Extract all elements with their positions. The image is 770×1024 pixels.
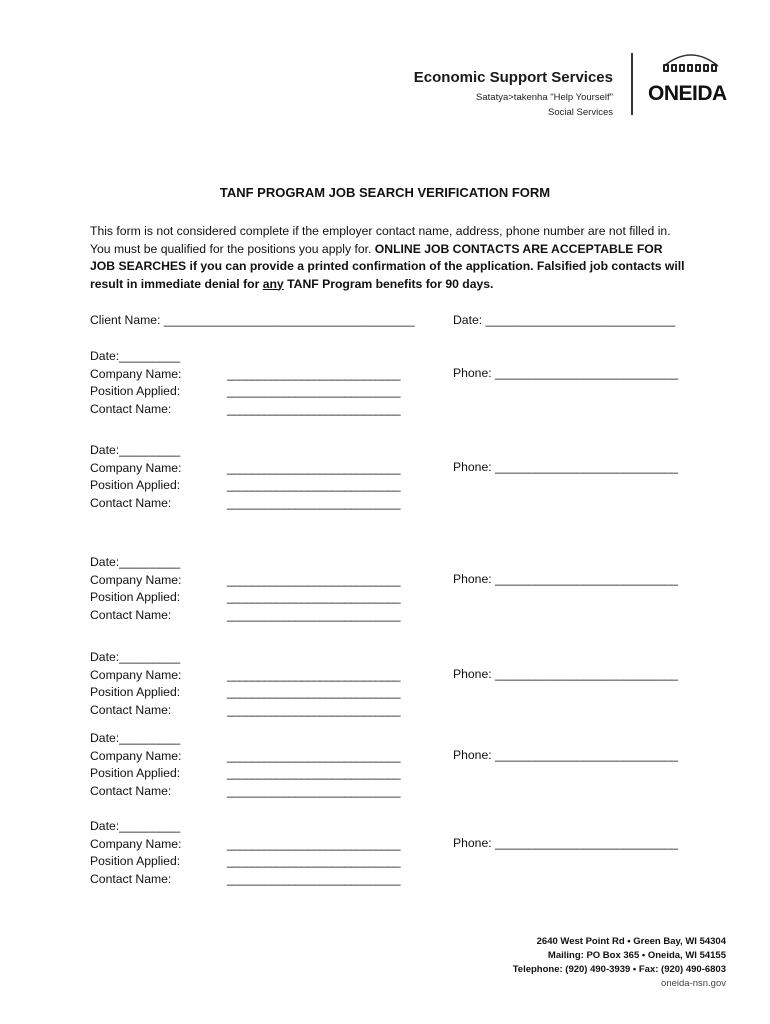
- entry-date-field[interactable]: Date:_________: [90, 650, 181, 664]
- contact-name-field[interactable]: ____________________________: [227, 871, 400, 886]
- company-name-field[interactable]: ____________________________: [227, 836, 400, 851]
- logo-wordmark: ONEIDA: [648, 82, 727, 105]
- phone-field[interactable]: Phone: ___________________________: [453, 459, 679, 474]
- form-instructions: [90, 223, 690, 293]
- tagline-suffix: "Help Yourself": [547, 92, 613, 103]
- company-name-field[interactable]: ____________________________: [227, 667, 400, 682]
- contact-name-field[interactable]: ____________________________: [227, 783, 400, 798]
- footer-address: 2640 West Point Rd • Green Bay, WI 54304: [536, 936, 726, 947]
- date-field[interactable]: Date: ____________________________: [453, 313, 676, 327]
- contact-name-field[interactable]: ____________________________: [227, 607, 400, 622]
- instructions-bold: ONLINE JOB CONTACTS ARE ACCEPTABLE FOR JOB SEARCHES if you can provide a printed confirmation of the application. Falsified job contacts will result in immediate denial for: [90, 241, 685, 291]
- phone-field[interactable]: Phone: ___________________________: [453, 666, 679, 681]
- instructions-bold-end: TANF Program benefits for 90 days.: [283, 276, 494, 291]
- company-name-label: Company Name:: [90, 748, 182, 763]
- footer-mailing: Mailing: PO Box 365 • Oneida, WI 54155: [547, 950, 726, 961]
- position-applied-field[interactable]: ____________________________: [227, 590, 400, 604]
- header-tagline-block: [476, 90, 613, 120]
- company-name-label: Company Name:: [90, 366, 182, 381]
- phone-field[interactable]: Phone: ___________________________: [453, 571, 679, 586]
- company-name-label: Company Name:: [90, 667, 182, 682]
- contact-name-label: Contact Name:: [90, 495, 172, 510]
- contact-name-label: Contact Name:: [90, 702, 172, 717]
- header-dept: Social Services: [548, 107, 613, 118]
- company-name-field[interactable]: ____________________________: [227, 366, 400, 381]
- position-applied-label: Position Applied:: [90, 384, 181, 398]
- position-applied-field[interactable]: ____________________________: [227, 478, 400, 492]
- contact-name-label: Contact Name:: [90, 783, 172, 798]
- oneida-logo: [648, 48, 736, 108]
- instructions-emphasis: any: [262, 276, 284, 291]
- contact-name-field[interactable]: ____________________________: [227, 495, 400, 510]
- position-applied-label: Position Applied:: [90, 854, 181, 868]
- company-name-field[interactable]: ____________________________: [227, 748, 400, 763]
- oneida-logo-icon: [656, 48, 726, 78]
- company-name-label: Company Name:: [90, 572, 182, 587]
- tagline-text: Satatya>takenha: [476, 92, 548, 103]
- phone-field[interactable]: Phone: ___________________________: [453, 835, 679, 850]
- contact-name-label: Contact Name:: [90, 607, 172, 622]
- footer-telephone: Telephone: (920) 490-3939 • Fax: (920) 490-6803: [512, 964, 726, 975]
- contact-name-label: Contact Name:: [90, 871, 172, 886]
- header-divider: [631, 53, 633, 115]
- phone-field[interactable]: Phone: ___________________________: [453, 365, 679, 380]
- form-title: TANF PROGRAM JOB SEARCH VERIFICATION FORM: [219, 185, 551, 200]
- company-name-field[interactable]: ____________________________: [227, 572, 400, 587]
- entry-date-field[interactable]: Date:_________: [90, 443, 181, 457]
- entry-date-field[interactable]: Date:_________: [90, 349, 181, 363]
- header-tagline: [476, 90, 613, 105]
- phone-field[interactable]: Phone: ___________________________: [453, 747, 679, 762]
- company-name-label: Company Name:: [90, 460, 182, 475]
- contact-name-field[interactable]: ____________________________: [227, 702, 400, 717]
- position-applied-label: Position Applied:: [90, 766, 181, 780]
- position-applied-label: Position Applied:: [90, 590, 181, 604]
- footer-contact: [513, 935, 726, 991]
- position-applied-field[interactable]: ____________________________: [227, 854, 400, 868]
- entry-date-field[interactable]: Date:_________: [90, 819, 181, 833]
- position-applied-field[interactable]: ____________________________: [227, 766, 400, 780]
- company-name-label: Company Name:: [90, 836, 182, 851]
- entry-date-field[interactable]: Date:_________: [90, 731, 181, 745]
- contact-name-field[interactable]: ____________________________: [227, 401, 400, 416]
- contact-name-label: Contact Name:: [90, 401, 172, 416]
- position-applied-label: Position Applied:: [90, 685, 181, 699]
- footer-website: oneida-nsn.gov: [661, 978, 726, 989]
- entry-date-field[interactable]: Date:_________: [90, 555, 181, 569]
- header-org: Economic Support Services: [413, 69, 613, 86]
- position-applied-label: Position Applied:: [90, 478, 181, 492]
- company-name-field[interactable]: ____________________________: [227, 460, 400, 475]
- position-applied-field[interactable]: ____________________________: [227, 685, 400, 699]
- client-name-field[interactable]: Client Name: _____________________________________: [90, 313, 415, 327]
- instructions-text: This form is not considered complete if the employer contact name, address, phone number are not filled in. You must be qualified for the positions you apply for.: [90, 224, 671, 256]
- position-applied-field[interactable]: ____________________________: [227, 384, 400, 398]
